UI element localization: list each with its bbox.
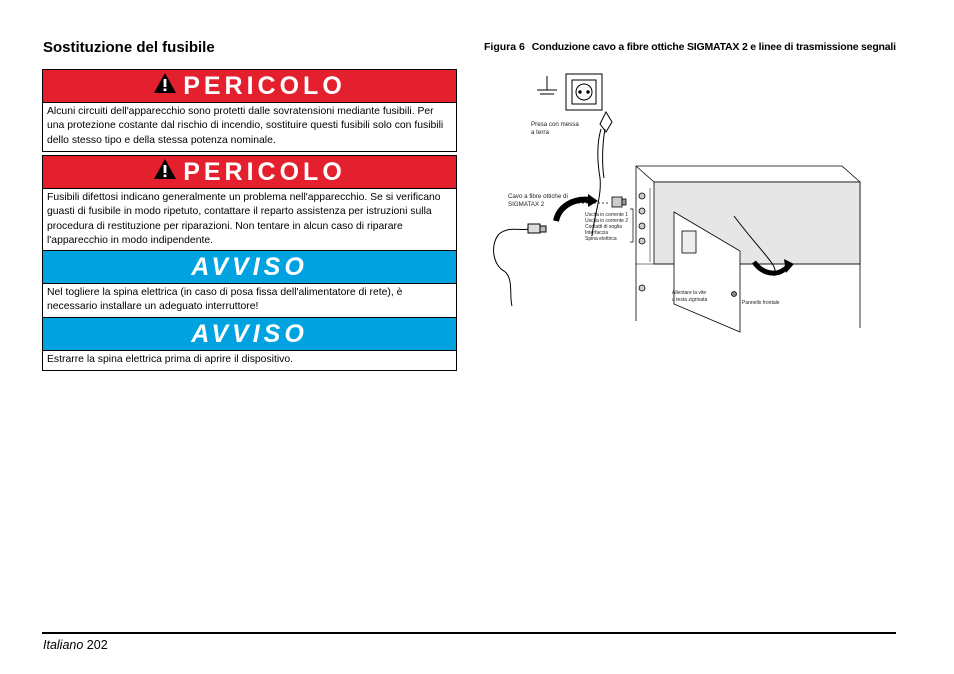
screw-label: a testa zigrinata — [672, 297, 708, 303]
notice-heading: AVVISO — [191, 319, 308, 348]
danger-text: Alcuni circuiti dell'apparecchio sono protetti dalle sovratensioni mediante fusibili. Per una protezione costante dal rischio di incendio, sostituire questi fusibili solo con fusibili dello stesso tipo e della stessa potenza nominale. — [43, 102, 456, 151]
figure-caption-text: Conduzione cavo a fibre ottiche SIGMATAX 2 e linee di trasmissione segnali — [531, 41, 896, 53]
cable-label: Cavo a fibre ottiche di — [508, 193, 568, 200]
socket-label: a terra — [531, 129, 549, 136]
danger-box-2 — [42, 155, 457, 252]
footer-language: Italiano — [43, 638, 84, 652]
ground-symbol-icon — [537, 76, 557, 94]
danger-heading: PERICOLO — [183, 71, 346, 100]
warning-triangle-icon — [153, 158, 177, 187]
section-title: Sostituzione del fusibile — [43, 39, 215, 56]
page-footer — [43, 638, 108, 652]
notice-box-2 — [42, 317, 457, 371]
figure-number: Figura 6 — [484, 41, 525, 53]
footer-page-number: 202 — [86, 638, 108, 652]
terminal-label: Contatti di soglia — [585, 224, 622, 230]
notice-heading: AVVISO — [191, 252, 308, 281]
danger-box-1 — [42, 69, 457, 152]
danger-header — [43, 156, 456, 188]
footer-rule — [42, 632, 896, 634]
notice-text: Estrarre la spina elettrica prima di aprire il dispositivo. — [43, 350, 456, 370]
socket-label: Presa con messa — [531, 121, 579, 128]
terminal-label: Interfaccia — [585, 230, 609, 236]
figure-caption — [484, 41, 896, 53]
danger-heading: PERICOLO — [183, 157, 346, 186]
notice-header — [43, 251, 456, 283]
danger-header — [43, 70, 456, 102]
cable-glands — [612, 197, 626, 207]
notice-header — [43, 318, 456, 350]
cable-label: SIGMATAX 2 — [508, 201, 545, 208]
warning-triangle-icon — [153, 72, 177, 101]
wall-socket-icon — [566, 74, 602, 110]
cable-routing-figure — [484, 66, 884, 338]
terminal-label: Uscita in corrente 1 — [585, 212, 629, 218]
screw-label: Allentare la vite — [672, 290, 707, 296]
notice-box-1 — [42, 250, 457, 319]
terminal-label: Spina elettrica — [585, 236, 617, 242]
danger-text: Fusibili difettosi indicano generalmente un problema nell'apparecchio. Se si verificano guasti di fusibile in modo ripetuto, contattare il reparto assistenza per istruzioni sulla procedura di restituzione per riparazioni. Non tentare in alcun caso di riparare l'apparecchio in modo indipendente. — [43, 188, 456, 251]
panel-label: Pannello frontale — [742, 300, 780, 306]
terminal-label: Uscita in corrente 2 — [585, 218, 629, 224]
notice-text: Nel togliere la spina elettrica (in caso di posa fissa dell'alimentatore di rete), è necessario installare un adeguato interruttore! — [43, 283, 456, 318]
fiber-cable-icon — [494, 224, 546, 306]
